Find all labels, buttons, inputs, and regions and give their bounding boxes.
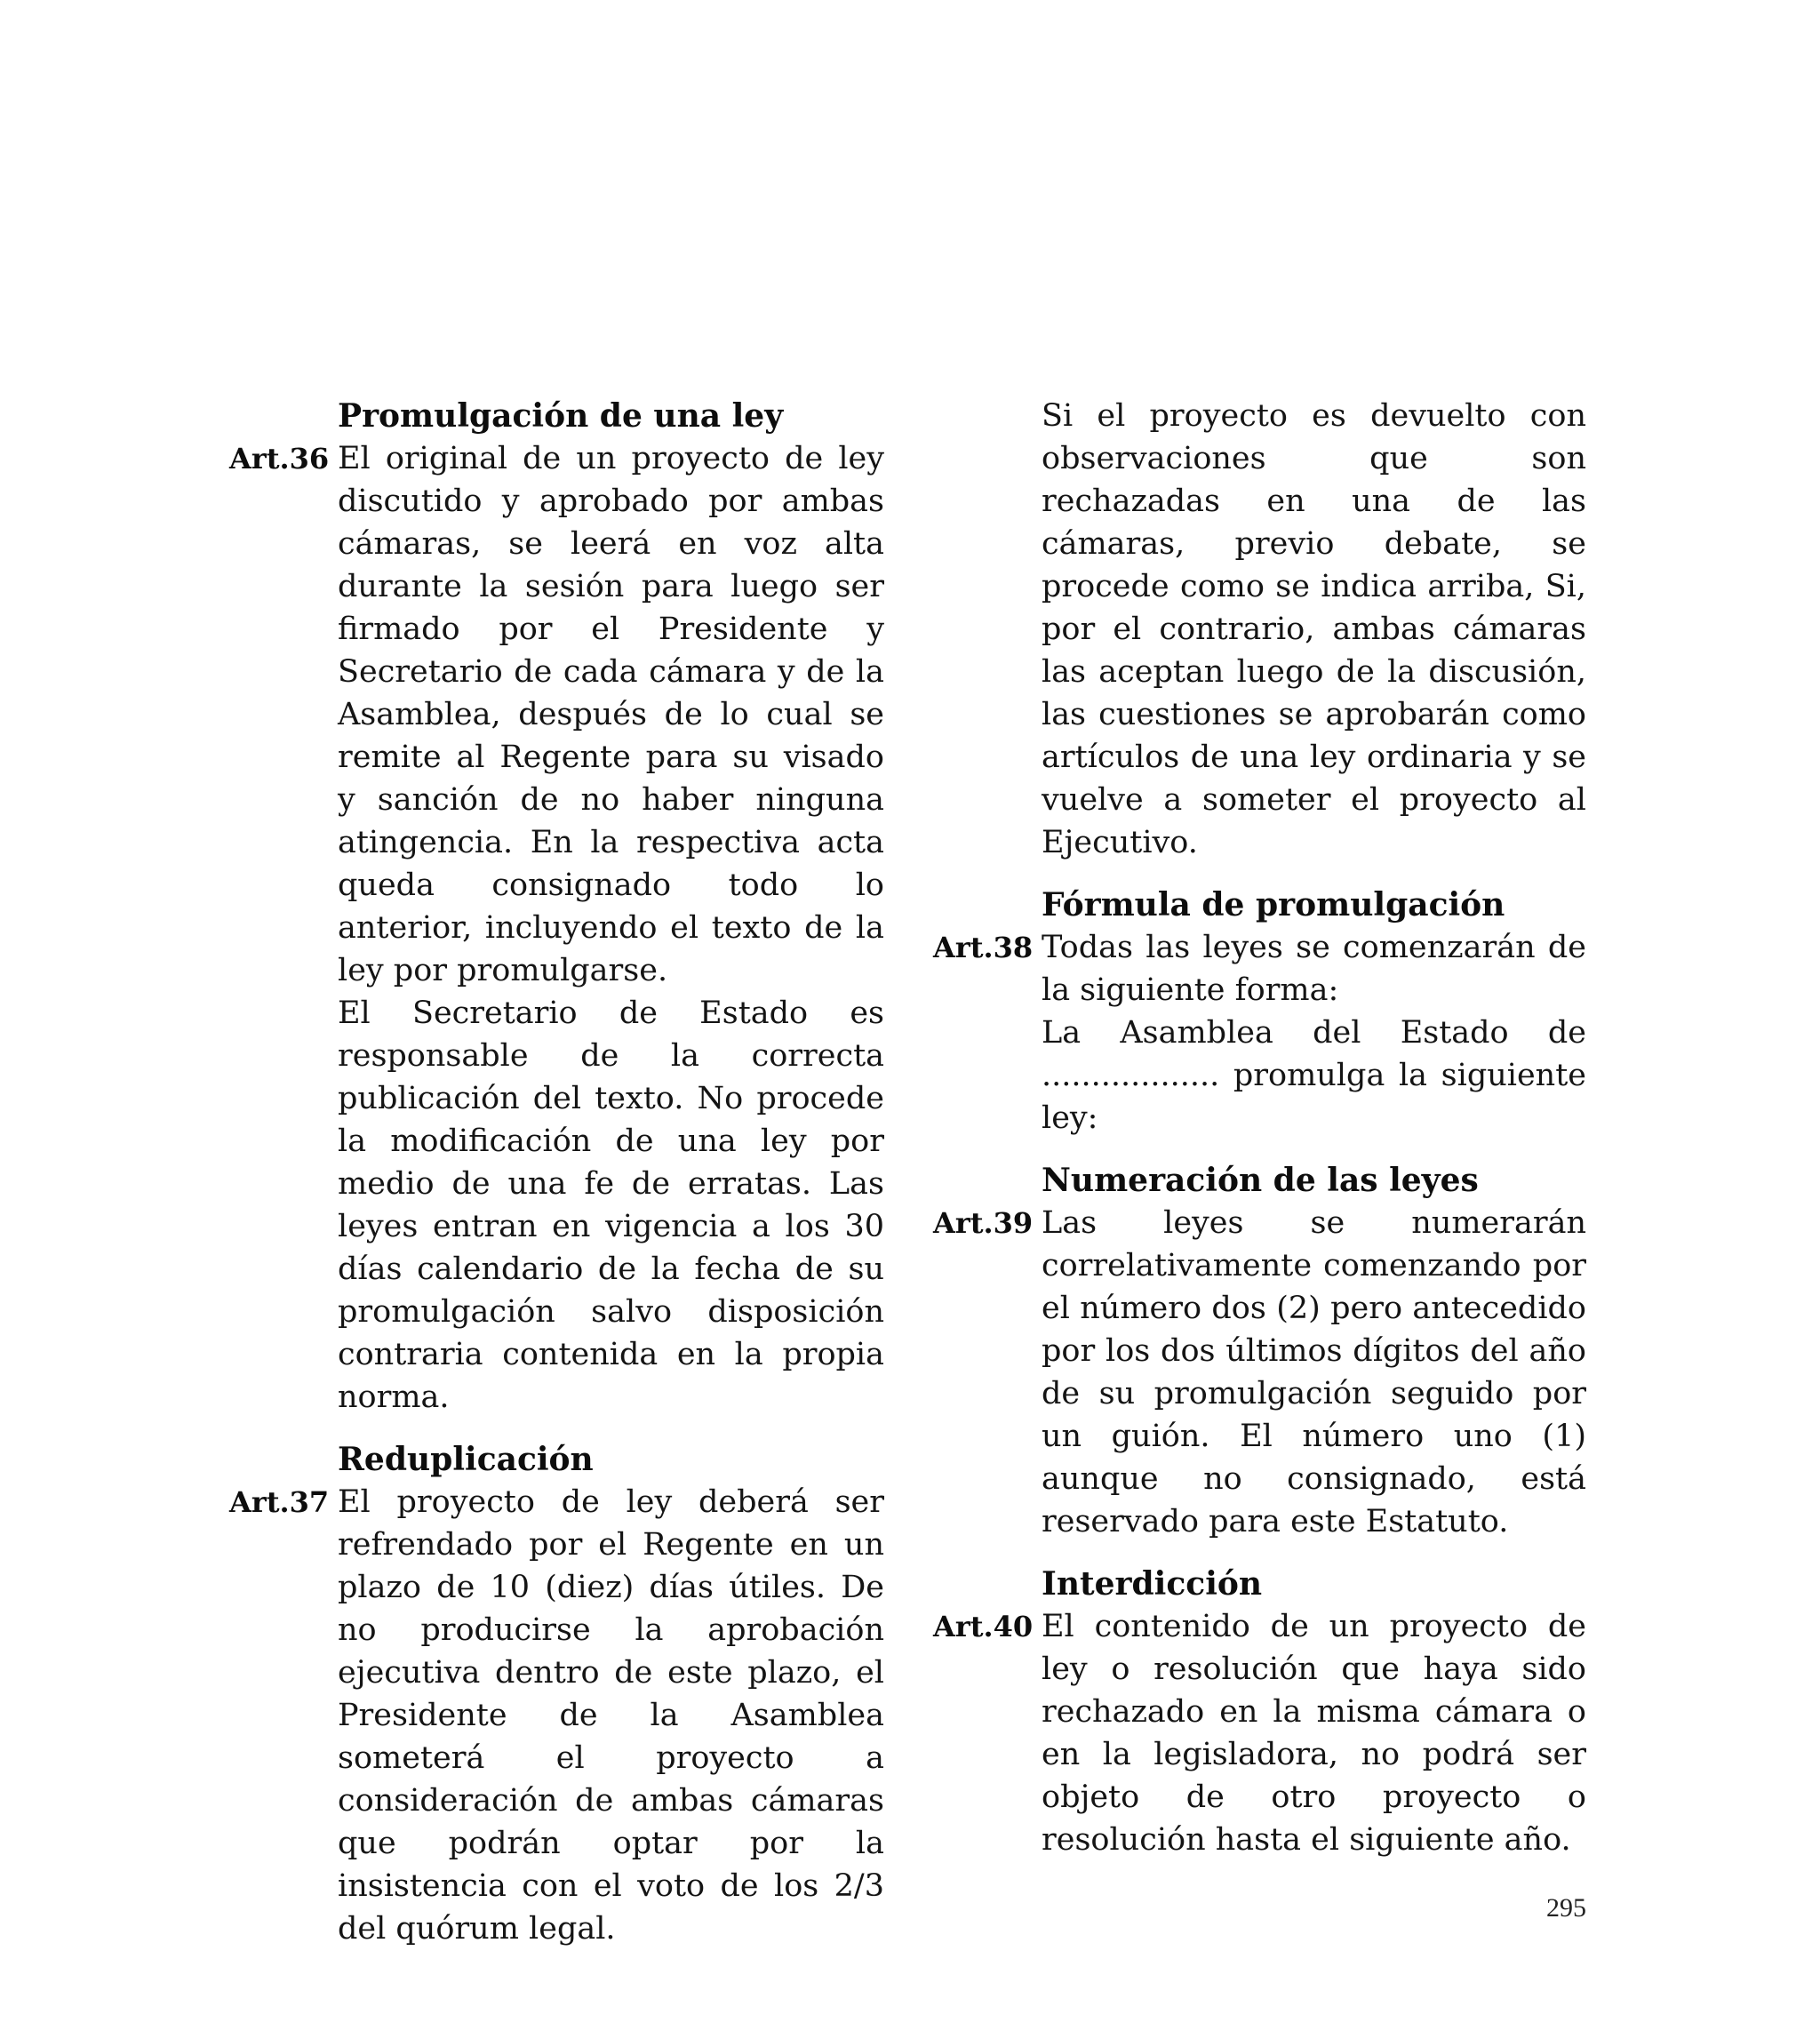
article-37 — [229, 1481, 884, 1950]
section-heading-formula: Fórmula de promulgación — [1042, 886, 1505, 924]
section-heading-interdiccion: Interdicción — [1042, 1565, 1263, 1603]
article-label: Art.40 — [933, 1610, 1034, 1643]
section-gap — [933, 864, 1586, 884]
article-38 — [933, 926, 1586, 1139]
right-column — [933, 395, 1586, 1861]
section-heading-numeracion: Numeración de las leyes — [1042, 1162, 1479, 1199]
article-39-paragraph-1: Las leyes se numerarán correlativamente comenzando por el número dos (2) pero antecedido por los dos últimos dígitos del año de su promulgación seguido por un guión. El número uno (1) aunque no consignado, está reservado para este Estatuto. — [1042, 1205, 1586, 1539]
article-39 — [933, 1202, 1586, 1543]
article-37-continuation: Si el proyecto es devuelto con observaciones que son rechazadas en una de las cámaras, previo debate, se procede como se indica arriba, Si, por el contrario, ambas cámaras las aceptan luego de la discusión, las cuestiones se aprobarán como artículos de una ley ordinaria y se vuelve a someter el proyecto al Ejecutivo. — [1042, 398, 1586, 860]
section-gap — [933, 1543, 1586, 1563]
left-column — [229, 395, 884, 1950]
section-gap — [933, 1139, 1586, 1159]
article-label: Art.37 — [229, 1485, 330, 1519]
article-body — [1042, 1202, 1586, 1543]
article-38-paragraph-1: Todas las leyes se comenzarán de la siguiente forma: — [1042, 930, 1586, 1008]
section-gap — [229, 1419, 884, 1438]
article-36-paragraph-2: El Secretario de Estado es responsable de la correcta publicación del texto. No procede la modificación de una ley por medio de una fe de erratas. Las leyes entran en vigencia a los 30 días calendario de la fecha de su promulgación salvo disposición contraria contenida en la propia norma. — [338, 996, 884, 1415]
section-heading-reduplicacion: Reduplicación — [338, 1441, 594, 1478]
article-36 — [229, 437, 884, 1419]
article-label: Art.39 — [933, 1206, 1034, 1240]
article-body — [338, 1481, 884, 1950]
article-40 — [933, 1605, 1586, 1861]
article-body — [338, 437, 884, 1419]
article-38-paragraph-2: La Asamblea del Estado de .................. promulga la siguiente ley: — [1042, 1015, 1586, 1136]
article-label: Art.38 — [933, 931, 1034, 964]
article-40-paragraph-1: El contenido de un proyecto de ley o resolución que haya sido rechazado en la misma cámara o en la legisladora, no podrá ser objeto de otro proyecto o resolución hasta el siguiente año. — [1042, 1609, 1586, 1858]
section-heading-promulgacion: Promulgación de una ley — [338, 397, 784, 435]
article-36-paragraph-1: El original de un proyecto de ley discutido y aprobado por ambas cámaras, se leerá en voz alta durante la sesión para luego ser firmado por el Presidente y Secretario de cada cámara y de la Asamblea, después de lo cual se remite al Regente para su visado y sanción de no haber ninguna atingencia. En la respectiva acta queda consignado todo lo anterior, incluyendo el texto de la ley por promulgarse. — [338, 441, 884, 988]
article-body — [1042, 1605, 1586, 1861]
article-body — [1042, 926, 1586, 1139]
page-number: 295 — [1546, 1893, 1586, 1923]
article-37-paragraph-1: El proyecto de ley deberá ser refrendado por el Regente en un plazo de 10 (diez) días útiles. De no producirse la aprobación ejecutiva dentro de este plazo, el Presidente de la Asamblea someterá el proyecto a consideración de ambas cámaras que podrán optar por la insistencia con el voto de los 2/3 del quórum legal. — [338, 1484, 884, 1947]
article-label: Art.36 — [229, 442, 330, 476]
